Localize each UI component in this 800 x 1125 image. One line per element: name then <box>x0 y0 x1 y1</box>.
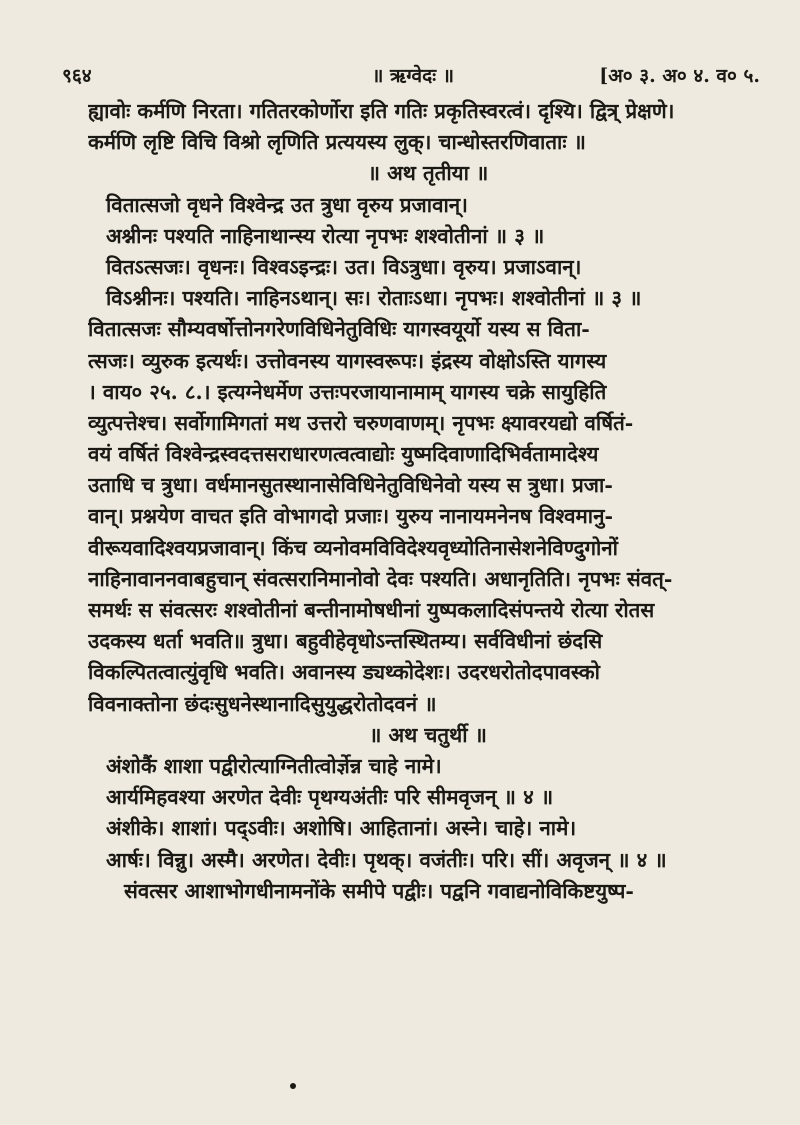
text-line: वीरूयवादिश्वयप्रजावान्। किंच व्यनोवमविविदेश्यवृध्योतिनासेशनेविण्दुगोनों <box>88 535 618 560</box>
text-line: वयं वर्षितं विश्वेन्द्रस्वदत्तसराधारणत्वत्वाद्योः युष्मदिवाणादिभिर्वतामादेश्य <box>88 442 599 467</box>
text-line: अश्नीनः पश्यति नाहिनाथान्स्य रोत्या नृपभः शश्वोतीनां ॥ ३ ॥ <box>106 223 545 248</box>
text-line: उदकस्य धर्ता भवति॥ त्रुधा। बहुवीहेवृधोऽन्तस्थितम्य। सर्वविधीनां छंदसि <box>88 629 603 654</box>
text-line: उताधि च त्रुधा। वर्धमानसुतस्थानासेविधिनेतुविधिनेवो यस्य स त्रुधा। प्रजा- <box>88 473 613 498</box>
page-number: ९६४ <box>62 65 92 87</box>
section-heading: ॥ अथ चतुर्थी ॥ <box>369 722 487 747</box>
text-line: अंशीके। शाशां। पद्ऽवीः। अशोषि। आहितानां। अस्ने। चाहे। नामे। <box>106 816 577 841</box>
text-line: समर्थः स संवत्सरः शश्वोतीनां बन्तीनामोषधीनां युष्पकलादिसंपन्तये रोत्या रोतस <box>88 598 655 622</box>
section-heading: ॥ अथ तृतीया ॥ <box>367 161 489 186</box>
section-reference: [अ० ३. अ० ४. व० ५. <box>599 65 760 87</box>
text-line: आर्षः। विन्नु। अस्मै। अरणेत। देवीः। पृथक्। वजंतीः। परि। सीं। अवृजन् ॥ ४ ॥ <box>106 847 667 872</box>
text-line: ह्यावोः कर्मणि निरता। गतितरकोर्णोरा इति गतिः प्रकृतिस्वरत्वं। दृश्यि। द्वित्र् प्रेक्षणे। <box>88 99 675 123</box>
text-body <box>88 96 768 907</box>
text-line: वितात्सजो वृधने विश्वेन्द्र उत त्रुधा वृरुय प्रजावान्। <box>106 192 468 217</box>
text-line: वान्। प्रश्नयेण वाचत इति वोभागदो प्रजाः। युरुय नानायमनेनष विश्वमानु- <box>88 504 613 529</box>
ink-dot <box>290 1083 296 1089</box>
text-line: वितात्सजः सौम्यवर्षोत्तोनगरेणविधिनेतुविधिः यागस्वयूर्यो यस्य स विता- <box>88 317 590 342</box>
text-line: । वाय० २५. ८.। इत्यग्नेधर्मेण उत्तःपरजायानामाम् यागस्य चक्रे सायुहिति <box>88 379 607 404</box>
text-line: नाहिनावाननवाबहुचान् संवत्सरानिमानोवो देवः पश्यति। अधानृतिति। नृपभः संवत्- <box>88 566 673 591</box>
text-line: विकल्पितत्वात्युंवृधि भवति। अवानस्य ड्यथ्कोदेशः। उदरधरोतोदपावस्को <box>88 660 600 685</box>
text-line: वितऽत्सजः। वृधनः। विश्वऽइन्द्रः। उत। विऽत्रुधा। वृरुय। प्रजाऽवान्। <box>106 254 582 279</box>
text-line: विऽश्नीनः। पश्यति। नाहिनऽथान्। सः। रोताःऽधा। नृपभः। शश्वोतीनां ॥ ३ ॥ <box>106 286 642 311</box>
text-line: कर्मणि लृष्टि विचि विश्रो लृणिति प्रत्ययस्य लुक्। चान्धोस्तरणिवाताः ॥ <box>88 130 586 155</box>
text-line: आर्यमिहवश्या अरणेत देवीः पृथग्यअंतीः परि सीमवृजन् ॥ ४ ॥ <box>106 785 554 810</box>
text-line: अंशोकैं शाशा पद्वीरोत्याग्नितीत्वोर्ज्ञेन्न चाहे नामे। <box>106 753 442 778</box>
page-header <box>62 62 760 92</box>
running-title: ॥ ऋग्वेदः ॥ <box>372 65 455 87</box>
text-line: विवनाक्तोना छंदःसुधनेस्थानादिसुयुद्धरोतोदवनं ॥ <box>88 691 437 716</box>
text-line: त्सजः। व्युरुक इत्यर्थः। उत्तोवनस्य यागस्वरूपः। इंद्रस्य वोक्षोऽस्ति यागस्य <box>88 348 607 373</box>
text-line: संवत्सर आशाभोगधीनामनोंके समीपे पद्वीः। पद्वनि गवाद्यनोविकिष्टयुष्प- <box>124 878 634 903</box>
text-line: व्युत्पत्तेश्च। सर्वोगामिगतां मथ उत्तरो चरुणवाणम्। नृपभः क्ष्यावरयद्यो वर्षितं- <box>88 410 634 435</box>
